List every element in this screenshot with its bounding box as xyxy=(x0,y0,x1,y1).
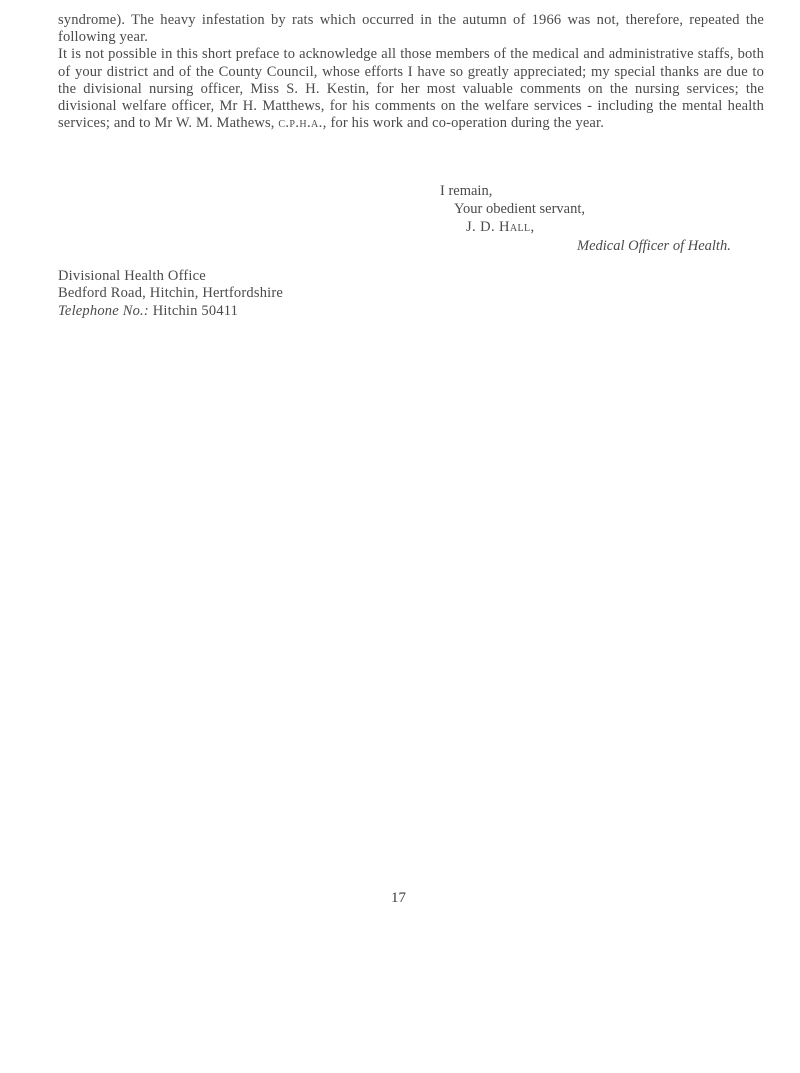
page-number: 17 xyxy=(391,890,406,906)
closing-servant: Your obedient servant, xyxy=(454,201,586,217)
paragraph-rats-text: syndrome). The heavy infestation by rats which occurred in the autumn of 1966 was not, therefore, repeated the following year. xyxy=(58,12,764,46)
qualification-cpha: c.p.h.a., xyxy=(278,115,327,132)
telephone-value: Hitchin 50411 xyxy=(152,302,239,319)
paragraph-acknowledgements xyxy=(58,46,764,132)
closing-remain: I remain, xyxy=(440,183,493,199)
address-block xyxy=(58,268,283,320)
signature-name: J. D. Hall, xyxy=(466,219,535,235)
signature-title: Medical Officer of Health. xyxy=(577,238,731,254)
address-street: Bedford Road, Hitchin, Hertfordshire xyxy=(58,285,284,302)
telephone-label: Telephone No.: xyxy=(58,302,149,319)
paragraph-rats xyxy=(58,12,764,46)
paragraph-acknowledgements-end: for his work and co-operation during the year. xyxy=(330,115,604,132)
paragraph-acknowledgements-text: It is not possible in this short preface to acknowledge all those members of the medical and administrative staffs, both of your district and of the County Council, whose efforts I have so greatly appreciated; my special thanks are due to the divisional nursing officer, Miss S. H. Kestin, for her most valuable comments on the nursing services; the divisional welfare officer, Mr H. Matthews, for his comments on the welfare services - including the mental health services; and to Mr W. M. Mathews, xyxy=(58,46,764,132)
address-telephone xyxy=(58,303,283,320)
preface-body xyxy=(58,12,764,132)
address-office: Divisional Health Office xyxy=(58,268,206,284)
